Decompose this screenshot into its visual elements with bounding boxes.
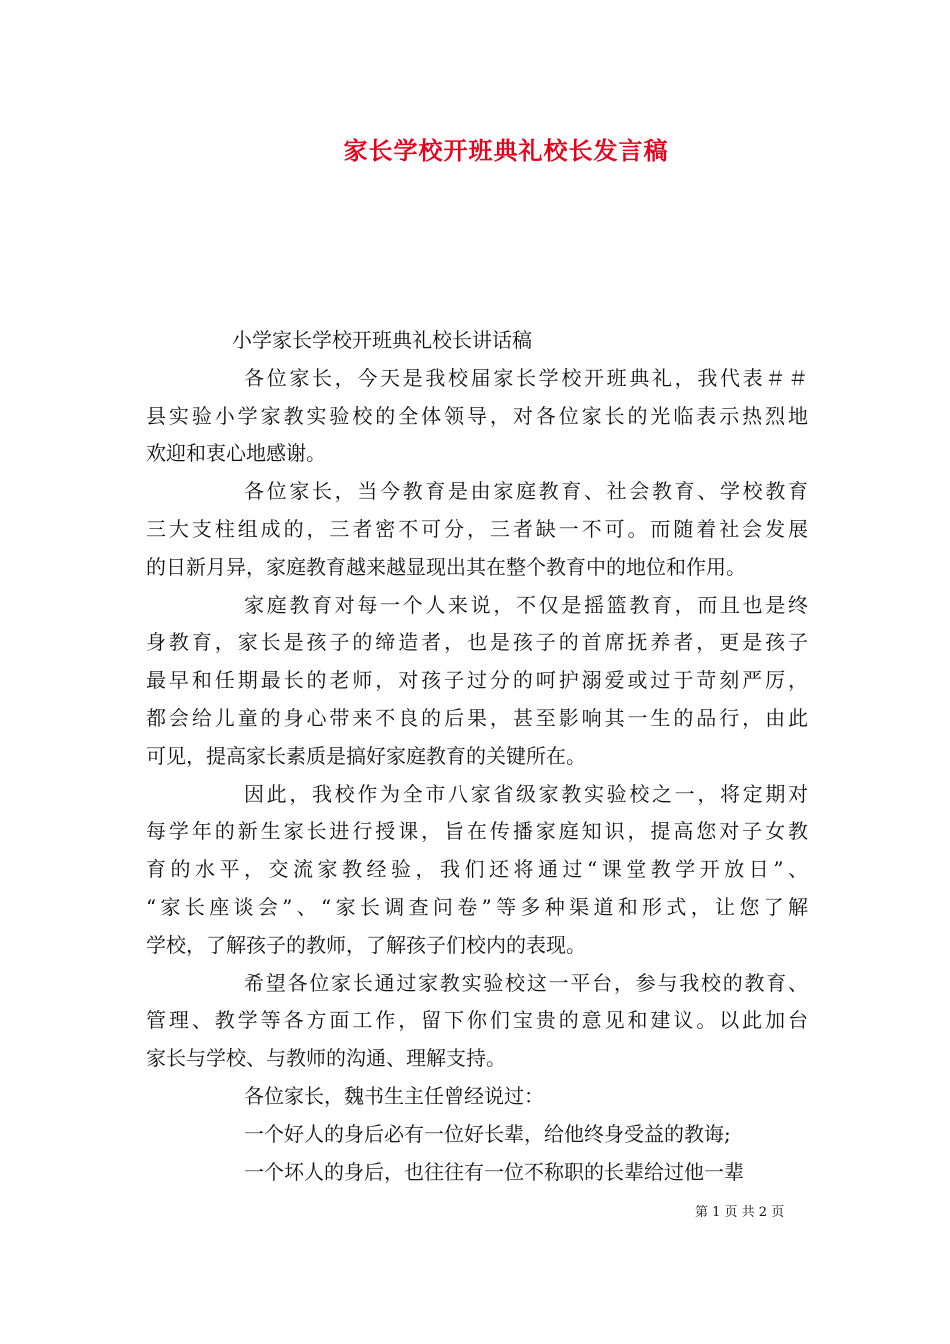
paragraph-line: 家庭教育对每一个人来说，不仅是摇篮教育，而且也是终 (244, 592, 808, 617)
paragraph-line: 每学年的新生家长进行授课，旨在传播家庭知识，提高您对子女教 (146, 819, 808, 844)
subtitle-line: 小学家长学校开班典礼校长讲话稿 (232, 328, 532, 352)
paragraph-line: “家长座谈会”、“家长调查问卷”等多种渠道和形式，让您了解 (146, 894, 808, 919)
paragraph-line: 学校，了解孩子的教师，了解孩子们校内的表现。 (146, 932, 586, 957)
paragraph-line: 的日新月异，家庭教育越来越显现出其在整个教育中的地位和作用。 (146, 554, 746, 579)
document-body (146, 322, 808, 1191)
paragraph-line: 欢迎和衷心地感谢。 (146, 441, 326, 466)
paragraph-line: 县实验小学家教实验校的全体领导，对各位家长的光临表示热烈地 (146, 403, 808, 428)
page-number: 第 1 页 共 2 页 (695, 1205, 785, 1220)
paragraph-line: 一个坏人的身后，也往往有一位不称职的长辈给过他一辈 (244, 1159, 744, 1184)
paragraph-line: 可见，提高家长素质是搞好家庭教育的关键所在。 (146, 743, 586, 768)
paragraph-line: 管理、教学等各方面工作，留下你们宝贵的意见和建议。以此加台 (146, 1008, 808, 1033)
paragraph-line: 各位家长，今天是我校届家长学校开班典礼，我代表＃＃ (244, 365, 808, 390)
paragraph-line: 希望各位家长通过家教实验校这一平台，参与我校的教育、 (244, 970, 808, 995)
paragraph-line: 因此，我校作为全市八家省级家教实验校之一，将定期对 (244, 781, 808, 806)
paragraph-line: 三大支柱组成的，三者密不可分，三者缺一不可。而随着社会发展 (146, 516, 808, 541)
document-title: 家长学校开班典礼校长发言稿 (343, 136, 669, 165)
paragraph-line: 一个好人的身后必有一位好长辈，给他终身受益的教诲; (244, 1121, 731, 1146)
paragraph-line: 都会给儿童的身心带来不良的后果，甚至影响其一生的品行，由此 (146, 705, 808, 730)
paragraph-line: 身教育，家长是孩子的缔造者，也是孩子的首席抚养者，更是孩子 (146, 630, 808, 655)
paragraph-line: 最早和任期最长的老师，对孩子过分的呵护溺爱或过于苛刻严厉， (146, 668, 808, 693)
paragraph-line: 各位家长，当今教育是由家庭教育、社会教育、学校教育 (244, 479, 808, 504)
paragraph-line: 育的水平，交流家教经验，我们还将通过“课堂教学开放日”、 (146, 857, 808, 882)
paragraph-line: 各位家长，魏书生主任曾经说过： (244, 1083, 544, 1108)
paragraph-line: 家长与学校、与教师的沟通、理解支持。 (146, 1046, 506, 1071)
